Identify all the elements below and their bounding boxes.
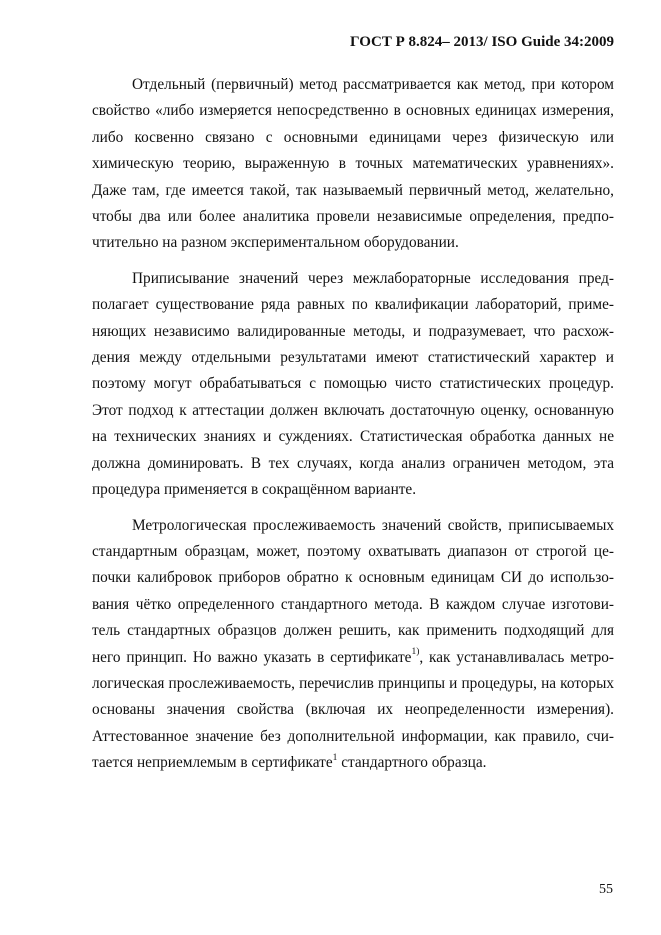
paragraph-text: стандартного образца.: [337, 754, 487, 772]
paragraph-text: Приписывание значений через межлабораторные исследования предполагает существование ряда равных по квалификации лабораторий, применяющих независимо валидированные методы, и подразумевает, что расхождения между отдельными результатами имеют статистический характер и поэтому могут обрабатываться с помощью чисто статистических процедур. Этот подход к аттестации должен включать достаточную оценку, основанную на технических знаниях и суждениях. Статистическая обработка данных не должна доминировать. В тех случаях, когда анализ ограничен методом, эта процедура применяется в сокращённом варианте.: [92, 269, 614, 499]
body-text: [92, 72, 614, 786]
paragraph-text: Отдельный (первичный) метод рассматривается как метод, при котором свойство «либо измеряется непосредственно в основных единицах измерения, либо косвенно связано с основными единицами через физическую или химическую теорию, выраженную в точных математических уравнениях». Даже там, где имеется такой, так называемый первичный метод, желательно, чтобы два или более аналитика провели независимые определения, предпочтительно на разном экспериментальном оборудовании.: [92, 76, 614, 252]
document-header: ГОСТ Р 8.824– 2013/ ISO Guide 34:2009: [350, 34, 614, 50]
footnote-marker: 1): [411, 647, 420, 658]
paragraph-text: , как устанавливалась метрологическая прослеживаемость, перечислив принципы и процедуры, на которых основаны значения свойства (включая их неопределенности измерения). Аттестованное значение без дополнительной информации, как правило, считается неприемлемым в сертификате: [92, 648, 615, 772]
paragraph-primary-method: [92, 72, 614, 257]
paragraph-interlaboratory: [92, 266, 614, 504]
footnote-marker: 1: [332, 753, 338, 764]
page-number: 55: [599, 882, 613, 897]
paragraph-text: Метрологическая прослеживаемость значений свойств, приписываемых стандартным образцам, может, поэтому охватывать диапазон от строгой цепочки калибровок приборов обратно к основным единицам СИ до использования чётко определенного стандартного метода. В каждом случае изготовитель стандартных образцов должен решить, как применить подходящий для него принцип. Но важно указать в сертификате: [92, 516, 614, 666]
paragraph-traceability: [92, 513, 614, 777]
